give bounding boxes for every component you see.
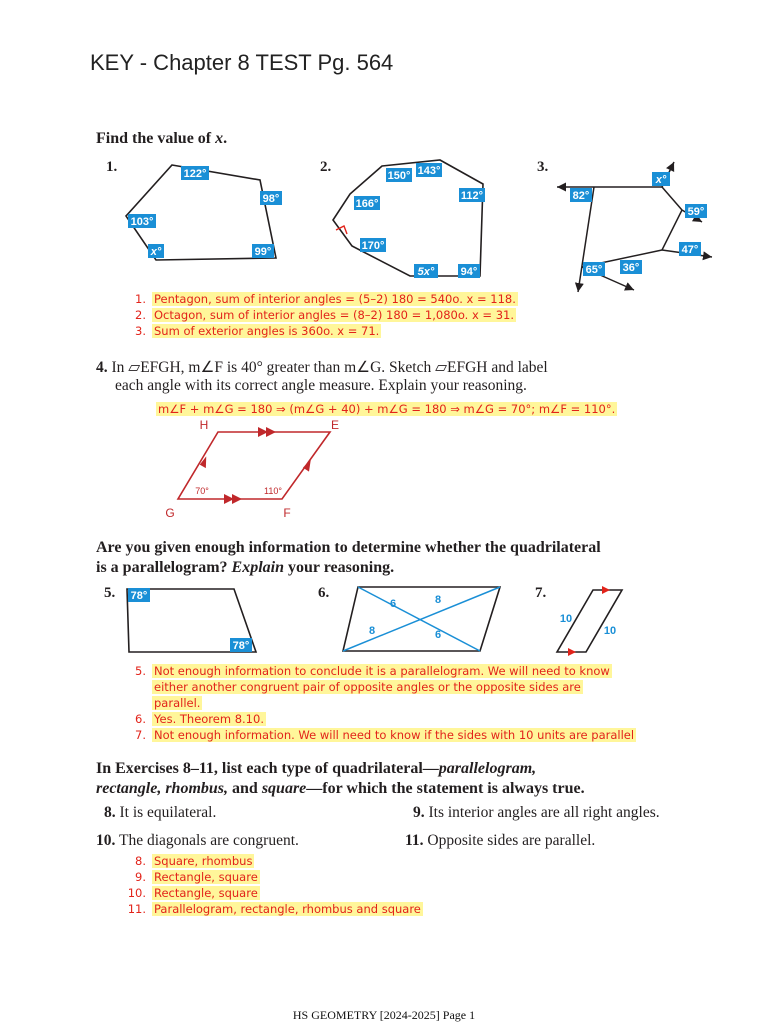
problem-1-number: 1. (106, 159, 118, 175)
answer-number: 3. (135, 324, 146, 338)
answer-text: Square, rhombus (154, 854, 253, 868)
section3-heading (96, 759, 585, 799)
problem-6-number: 6. (318, 585, 330, 601)
angle-label: 59° (687, 206, 705, 218)
problem-2-number: 2. (320, 159, 332, 175)
statement-10 (96, 832, 299, 850)
angle-g-label: 70° (195, 486, 209, 496)
answer-item (126, 711, 636, 727)
answer-number: 5. (135, 664, 146, 678)
answer-number: 10. (127, 886, 146, 900)
section2-line2-italic: Explain (231, 559, 285, 576)
angle-label-x: 5x° (417, 266, 435, 278)
angle-label: 122° (183, 168, 207, 180)
section3-line2-mid: and (228, 780, 262, 797)
heading-text: Find the value of (96, 130, 216, 147)
angle-label-x: x° (655, 174, 667, 186)
answer-text: Parallelogram, rectangle, rhombus and square (154, 902, 421, 916)
statement-text: It is equilateral. (119, 804, 217, 821)
answer-continuation (126, 695, 636, 711)
problem-4-line1: In ▱EFGH, m∠F is 40° greater than m∠G. Sketch ▱EFGH and label (111, 359, 548, 376)
section1-heading (96, 130, 227, 148)
answer-item (126, 291, 518, 307)
answer-item (126, 901, 423, 917)
answer-text: Rectangle, square (154, 870, 258, 884)
answer-item (126, 869, 423, 885)
answer-number: 11. (127, 902, 146, 916)
answer-item (126, 663, 636, 679)
angle-label: 78° (232, 640, 250, 652)
answer-item (126, 727, 636, 743)
problem-5-number: 5. (104, 585, 116, 601)
angle-label: 99° (254, 246, 272, 258)
section3-line2 (96, 779, 585, 799)
angle-label: 78° (130, 590, 148, 602)
section2-line2-suffix: your reasoning. (284, 559, 395, 576)
page-title: KEY - Chapter 8 TEST Pg. 564 (90, 50, 394, 75)
answer-text: Yes. Theorem 8.10. (154, 712, 264, 726)
angle-f-label: 110° (264, 486, 282, 496)
angle-label: 82° (572, 190, 590, 202)
angle-label: 166° (355, 198, 379, 210)
problem-4 (96, 358, 736, 395)
section3-line1-prefix: In Exercises 8–11, list each type of quadrilateral— (96, 760, 439, 777)
answer-continuation (126, 679, 636, 695)
answer-item (126, 323, 518, 339)
statement-number: 10. (96, 832, 116, 849)
answers-1-3 (126, 291, 518, 339)
answer-number: 6. (135, 712, 146, 726)
statement-number: 8. (104, 804, 116, 821)
parallelogram-sketch (160, 415, 360, 525)
answer-number: 2. (135, 308, 146, 322)
angle-label: 150° (387, 170, 411, 182)
statement-number: 9. (413, 804, 425, 821)
section3-line1 (96, 759, 585, 779)
answer-number: 9. (135, 870, 146, 884)
answers-8-11 (126, 853, 423, 917)
vertex-g: G (165, 506, 175, 520)
answer-number: 7. (135, 728, 146, 742)
section3-line2-suffix: —for which the statement is always true. (306, 780, 585, 797)
answer-item (126, 307, 518, 323)
angle-label: 65° (585, 264, 603, 276)
answer-text: parallel. (154, 696, 201, 710)
statement-9 (413, 804, 660, 822)
answer-text: Not enough information. We will need to know if the sides with 10 units are parallel (154, 728, 635, 742)
angle-label: 170° (361, 240, 385, 252)
answer-text: m∠F + m∠G = 180 ⇒ (m∠G + 40) + m∠G = 180 ⇒ m∠G = 70°; m∠F = 110°. (158, 402, 616, 416)
quadrilateral-5-figure (122, 584, 262, 658)
answer-text: Not enough information to conclude it is a parallelogram. We will need to know (154, 664, 610, 678)
section3-line1-italic: parallelogram, (438, 760, 537, 777)
section2-heading (96, 538, 601, 578)
section3-line2-italic: square (261, 780, 307, 797)
segment-label: 8 (434, 594, 442, 606)
answer-text: Sum of exterior angles is 360o. x = 71. (154, 324, 380, 338)
heading-var: x (215, 130, 224, 147)
section2-line2 (96, 558, 601, 578)
answer-text: Pentagon, sum of interior angles = (5–2) 180 = 540o. x = 118. (154, 292, 516, 306)
vertex-f: F (283, 506, 291, 520)
section2-line2-prefix: is a parallelogram? (96, 559, 232, 576)
answers-5-7 (126, 663, 636, 743)
segment-label: 6 (389, 598, 397, 610)
problem-7-number: 7. (535, 585, 547, 601)
segment-label: 8 (368, 625, 376, 637)
angle-label: 98° (262, 193, 280, 205)
answer-number: 8. (135, 854, 146, 868)
vertex-e: E (330, 418, 340, 432)
answer-text: Rectangle, square (154, 886, 258, 900)
statement-8 (104, 804, 216, 822)
heading-suffix: . (223, 130, 228, 147)
angle-label: 143° (417, 165, 441, 177)
answer-text: Octagon, sum of interior angles = (8–2) 180 = 1,080o. x = 31. (154, 308, 515, 322)
angle-label: 103° (130, 216, 154, 228)
quadrilateral-7-figure (552, 586, 642, 658)
statement-text: Opposite sides are parallel. (427, 832, 596, 849)
page-footer: HS GEOMETRY [2024-2025] Page 1 (292, 1008, 476, 1022)
problem-3-number: 3. (537, 159, 549, 175)
answer-item (126, 885, 423, 901)
answer-number: 1. (135, 292, 146, 306)
angle-label-x: x° (150, 246, 162, 258)
answer-text: either another congruent pair of opposite angles or the opposite sides are (154, 680, 581, 694)
problem-4-number: 4. (96, 359, 108, 376)
side-label: 10 (559, 613, 573, 625)
angle-label: 47° (681, 244, 699, 256)
segment-label: 6 (434, 629, 442, 641)
octagon-figure (330, 158, 495, 283)
angle-label: 112° (460, 190, 484, 202)
exterior-angles-figure (552, 160, 722, 295)
statement-text: The diagonals are congruent. (118, 832, 299, 849)
pentagon-figure (120, 160, 290, 270)
answer-item (126, 853, 423, 869)
section2-line1: Are you given enough information to determine whether the quadrilateral (96, 539, 601, 556)
problem-4-line2: each angle with its correct angle measure. Explain your reasoning. (115, 377, 527, 394)
statement-text: Its interior angles are all right angles. (428, 804, 660, 821)
angle-label: 94° (460, 266, 478, 278)
side-label: 10 (603, 625, 617, 637)
vertex-h: H (199, 418, 209, 432)
statement-number: 11. (405, 832, 424, 849)
angle-label: 36° (622, 262, 640, 274)
quadrilateral-6-figure (340, 583, 502, 657)
section3-line2-italic: rectangle, rhombus, (96, 780, 229, 797)
statement-11 (405, 832, 595, 850)
